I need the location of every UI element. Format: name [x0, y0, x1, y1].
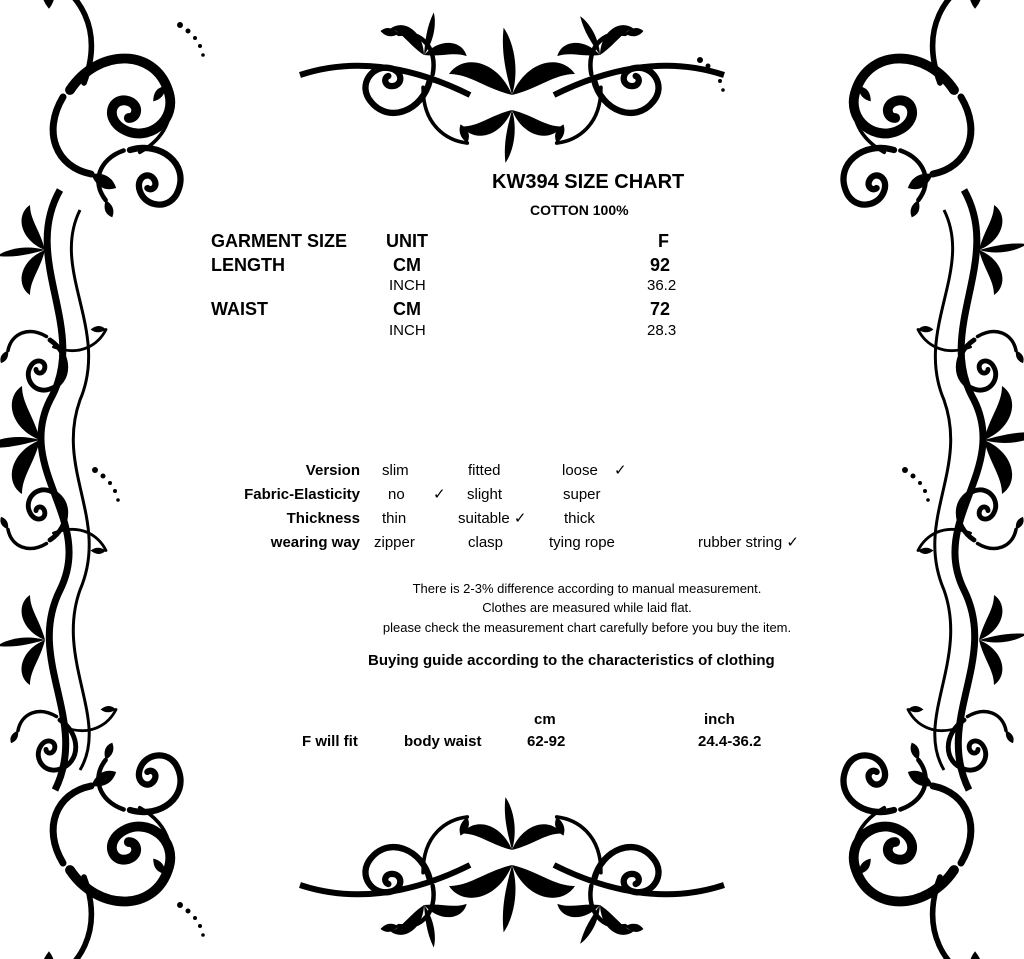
characteristic-option: fitted — [468, 462, 501, 479]
size-table-header-unit: UNIT — [386, 231, 428, 251]
page-title: KW394 SIZE CHART — [492, 171, 685, 193]
characteristic-option: tying rope — [549, 534, 615, 551]
characteristic-option: loose ✓ — [562, 462, 627, 479]
characteristic-option: clasp — [468, 534, 504, 551]
characteristic-option: zipper — [374, 534, 415, 551]
fit-row-part: body waist — [404, 733, 482, 750]
note-line: Clothes are measured while laid flat. — [482, 600, 692, 615]
characteristic-label: Fabric-Elasticity — [244, 486, 360, 503]
size-table-header-size: F — [658, 231, 669, 251]
row-value-inch: 36.2 — [647, 277, 677, 294]
characteristic-option: thin — [382, 510, 407, 527]
characteristic-option: slight — [467, 486, 503, 503]
characteristic-label: wearing way — [270, 534, 360, 551]
note-line: There is 2-3% difference according to manual measurement. — [412, 581, 762, 596]
row-unit-cm: CM — [393, 299, 421, 319]
characteristic-option: slim — [382, 462, 409, 479]
size-table-header-label: GARMENT SIZE — [211, 231, 348, 251]
row-value-cm: 72 — [650, 299, 671, 319]
characteristic-option: no — [388, 486, 405, 503]
characteristic-option: super — [563, 486, 601, 503]
characteristic-label: Thickness — [286, 510, 360, 527]
fit-row-inch: 24.4-36.2 — [698, 733, 762, 750]
fit-col-inch: inch — [704, 711, 735, 728]
row-unit-inch: INCH — [389, 277, 426, 294]
row-label-waist: WAIST — [211, 299, 268, 319]
note-line: please check the measurement chart carefully before you buy the item. — [382, 620, 792, 635]
fit-row-cm: 62-92 — [527, 733, 566, 750]
fit-row-label: F will fit — [302, 733, 358, 750]
characteristic-option: suitable ✓ — [458, 510, 527, 527]
check-icon: ✓ — [433, 486, 446, 503]
row-unit-cm: CM — [393, 255, 421, 275]
characteristic-option: thick — [564, 510, 595, 527]
characteristic-label: Version — [305, 462, 360, 479]
row-value-cm: 92 — [650, 255, 671, 275]
material-label: COTTON 100% — [530, 202, 629, 218]
buying-guide-heading: Buying guide according to the characteristics of clothing — [368, 652, 775, 669]
row-value-inch: 28.3 — [647, 322, 677, 339]
fit-col-cm: cm — [534, 711, 556, 728]
row-label-length: LENGTH — [211, 255, 285, 275]
characteristic-option: rubber string ✓ — [698, 534, 799, 551]
row-unit-inch: INCH — [389, 322, 426, 339]
